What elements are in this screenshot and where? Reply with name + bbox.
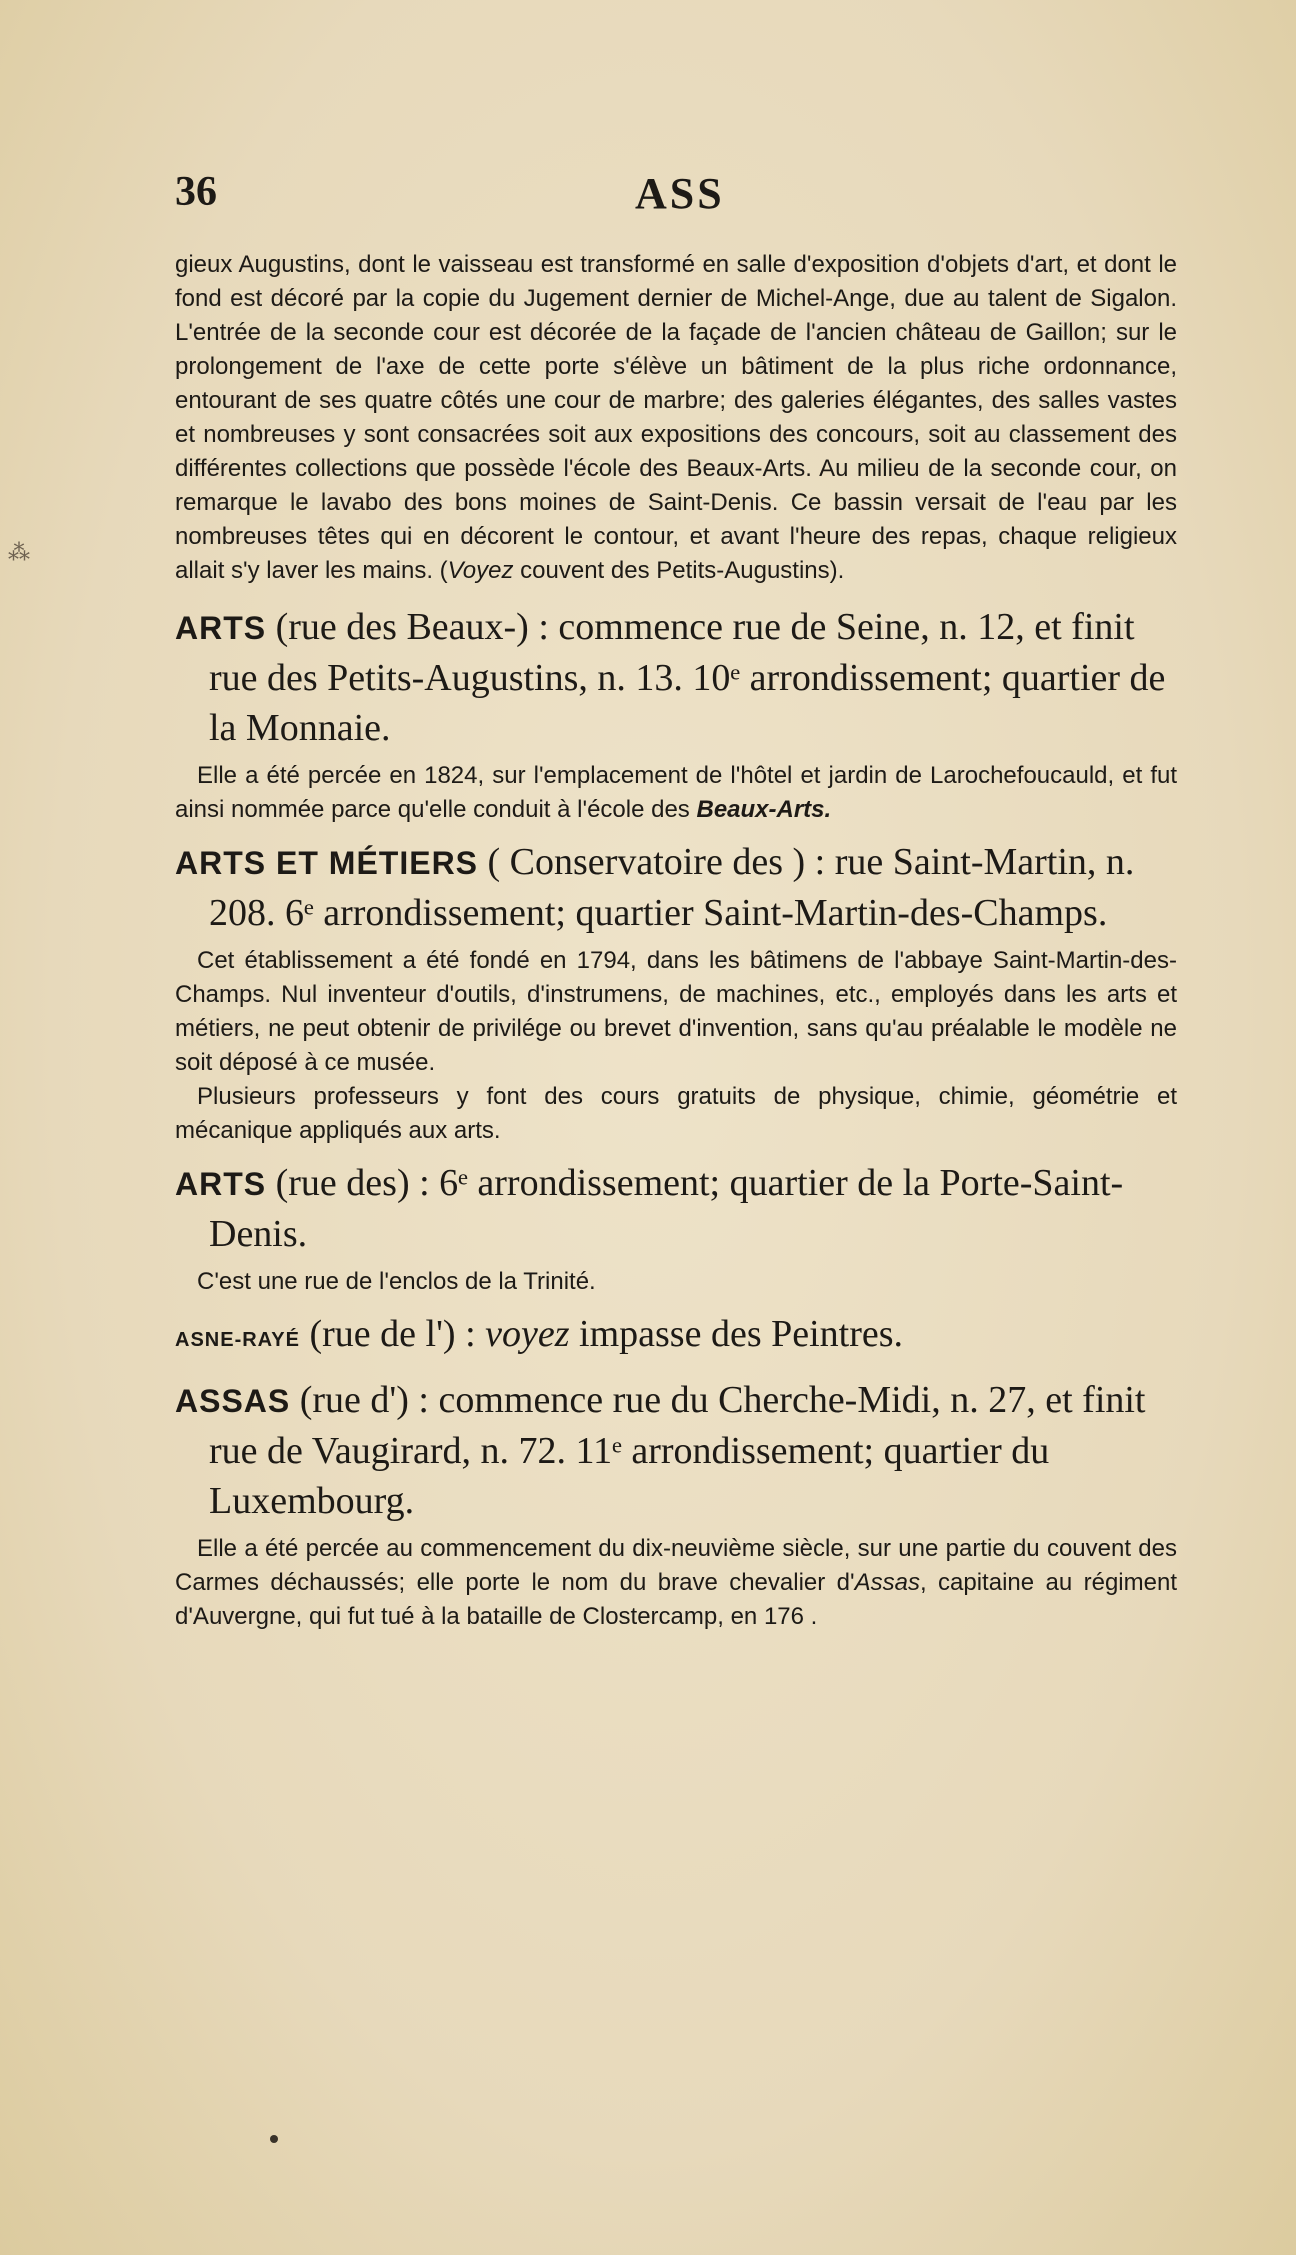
entry-text: (rue des Beaux-) : commence rue de Seine, n. 12, et finit rue des Petits-Augustins, n. 13. 10ᵉ arrondissement; quartier de la Monnaie. (209, 606, 1166, 749)
text-column (175, 248, 1177, 1634)
entry-headword: ARTS (175, 1166, 267, 1202)
entry-note (175, 759, 1177, 827)
paragraph-text-end: couvent des Petits-Augustins). (513, 557, 845, 584)
entry-arts-rue-des (175, 1158, 1177, 1259)
page-number: 36 (175, 169, 217, 215)
paragraph-text: gieux Augustins, dont le vaisseau est transformé en salle d'exposition d'objets d'art, et dont le fond est décoré par la copie du Jugement dernier de Michel-Ange, due au talent de Sigalon. L'entrée de la seconde cour est décorée de la façade de l'ancien château de Gaillon; sur le prolongement de l'axe de cette porte s'élève un bâtiment de la plus riche ordonnance, entourant de ses quatre côtés une cour de marbre; des galeries élégantes, des salles vastes et nombreuses y sont consacrées soit aux expositions des concours, soit au classement des différentes collections que possède l'école des Beaux-Arts. Au milieu de la seconde cour, on remarque le lavabo des bons moines de Saint-Denis. Ce bassin versait de l'eau par les nombreuses têtes qui en décorent le contour, et avant l'heure des repas, chaque religieux allait s'y laver les mains. ( (175, 251, 1177, 584)
note-text: Elle a été percée au commencement du dix-neuvième siècle, sur une partie du couvent des Carmes déchaussés; elle porte le nom du brave chevalier d' (175, 1535, 1177, 1596)
voyez-ref: Voyez (447, 557, 514, 584)
entry-headword: ASSAS (175, 1383, 291, 1419)
note-text: Elle a été percée en 1824, sur l'emplacement de l'hôtel et jardin de Larochefoucauld, et fut ainsi nommée parce qu'elle conduit à l'école des (175, 762, 1177, 823)
note-italic: Assas (854, 1569, 920, 1596)
entry-note: C'est une rue de l'enclos de la Trinité. (197, 1268, 596, 1295)
entry-text: (rue d') : commence rue du Cherche-Midi, n. 27, et finit rue de Vaugirard, n. 72. 11ᵉ arrondissement; quartier du Luxembourg. (209, 1379, 1146, 1522)
entry-note: Cet établissement a été fondé en 1794, dans les bâtimens de l'abbaye Saint-Martin-des-Champs. Nul inventeur d'outils, d'instrumens, de machines, etc., employés dans les arts et métiers, ne peut obtenir de privilége ou brevet d'invention, sans qu'au préalable le modèle ne soit déposé à ce musée. (175, 947, 1177, 1076)
margin-mark: ⁂ (8, 540, 30, 565)
entry-arts-metiers (175, 837, 1177, 938)
entry-assas (175, 1375, 1177, 1526)
entry-asne-raye (175, 1309, 1177, 1365)
ink-dot (270, 2135, 278, 2143)
running-head: ASS (635, 169, 725, 218)
entry-text: ( Conservatoire des ) : rue Saint-Martin, n. 208. 6ᵉ arrondissement; quartier Saint-Martin-des-Champs. (209, 841, 1135, 934)
entry-text: (rue de l') : (299, 1313, 486, 1355)
page-header (175, 168, 1177, 228)
entry-text-end: impasse des Peintres. (569, 1313, 904, 1355)
note-text-end: , capitaine au régiment d'Auvergne, qui fut tué à la bataille de Clostercamp, en 176 . (175, 1569, 1177, 1630)
entry-note: Plusieurs professeurs y font des cours gratuits de physique, chimie, géométrie et mécanique appliqués aux arts. (175, 1083, 1177, 1144)
voyez-ref: voyez (485, 1313, 570, 1355)
entry-arts-beaux (175, 602, 1177, 753)
entry-headword: ARTS (175, 610, 267, 646)
entry-headword: ASNE-RAYÉ (175, 1329, 300, 1351)
paragraph-continued (175, 248, 1177, 588)
note-italic: Beaux-Arts. (696, 796, 832, 823)
entry-text: (rue des) : 6ᵉ arrondissement; quartier de la Porte-Saint-Denis. (209, 1162, 1124, 1255)
entry-note (175, 1532, 1177, 1634)
entry-headword: ARTS ET MÉTIERS (175, 845, 479, 881)
